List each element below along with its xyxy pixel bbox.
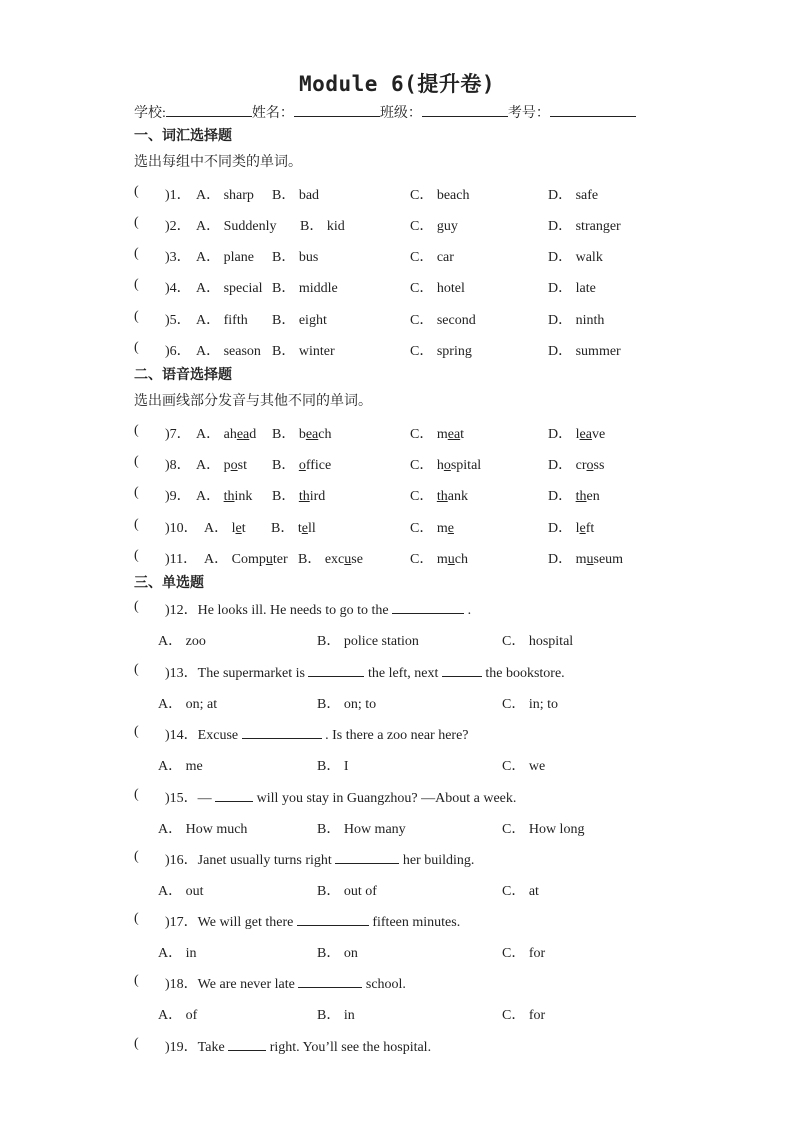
question-number: )3．	[165, 250, 191, 265]
underlined-letters: o	[298, 458, 306, 473]
question-stem	[165, 724, 469, 744]
underlined-letters: e	[579, 521, 586, 536]
option-text: ink	[234, 489, 253, 504]
option-text: B． b	[272, 427, 306, 442]
option-c: C． we	[502, 759, 546, 774]
question-number: )6．	[165, 344, 191, 359]
option-text: ve	[591, 427, 606, 442]
underlined-letters: ea	[305, 427, 319, 442]
option-text: ffice	[305, 458, 332, 473]
option-b: B． police station	[317, 634, 419, 649]
question-number: )2．	[165, 219, 191, 234]
answer-paren[interactable]: (	[134, 599, 139, 614]
option-a: A． season	[196, 344, 261, 359]
stem-text: —	[197, 791, 212, 806]
option-c: C． spring	[410, 344, 472, 359]
stem-text: will you stay in Guangzhou? —About a week.	[256, 791, 517, 806]
stem-text: Janet usually turns right	[197, 853, 332, 868]
answer-blank[interactable]	[298, 974, 362, 988]
stem-text: fifteen minutes.	[372, 915, 461, 930]
option-b: B． I	[317, 759, 349, 774]
option-c	[410, 485, 468, 505]
question-number: )15．	[165, 791, 198, 806]
option-b: B． eight	[272, 313, 327, 328]
option-d	[548, 485, 600, 505]
option-c: C． beach	[410, 188, 470, 203]
underlined-letters: e	[301, 521, 308, 536]
underlined-letters: u	[447, 552, 455, 567]
option-c: C． hospital	[502, 634, 574, 649]
option-b: B． out of	[317, 884, 377, 899]
option-text: D． m	[548, 552, 587, 567]
page-title: Module 6(提升卷)	[299, 72, 495, 96]
name-label: 姓名：	[251, 106, 294, 121]
option-d	[548, 454, 604, 474]
answer-blank[interactable]	[392, 600, 464, 614]
option-text: t	[460, 427, 465, 442]
question-number: )16．	[165, 853, 198, 868]
option-b: B． winter	[272, 344, 335, 359]
underlined-letters: o	[443, 458, 451, 473]
option-b: B． middle	[272, 281, 338, 296]
answer-paren[interactable]: (	[134, 1036, 139, 1051]
underlined-letters: th	[223, 489, 235, 504]
option-text: B． t	[271, 521, 302, 536]
stem-text: Excuse	[197, 728, 239, 743]
question-number: )14．	[165, 728, 198, 743]
option-c: C． How long	[502, 822, 585, 837]
answer-paren[interactable]: (	[134, 787, 139, 802]
stem-text: . Is there a zoo near here?	[325, 728, 469, 743]
option-b: B． bus	[272, 250, 319, 265]
exam-no-blank[interactable]	[550, 102, 636, 117]
option-a: A． zoo	[158, 634, 206, 649]
option-b	[298, 548, 363, 568]
option-text: ter	[272, 552, 288, 567]
option-d: D． safe	[548, 188, 599, 203]
question-number: )4．	[165, 281, 191, 296]
question-number: )13．	[165, 666, 198, 681]
option-text: spital	[450, 458, 482, 473]
stem-text: her building.	[402, 853, 475, 868]
question-stem	[165, 973, 406, 993]
answer-paren[interactable]: (	[134, 277, 139, 292]
option-text: A． p	[196, 458, 231, 473]
option-a	[196, 485, 252, 505]
answer-paren[interactable]: (	[134, 973, 139, 988]
stem-text: the bookstore.	[485, 666, 565, 681]
option-b: B． in	[317, 1008, 355, 1023]
option-b: B． bad	[272, 188, 320, 203]
option-a	[204, 548, 288, 568]
exam-no-label: 考号：	[507, 106, 550, 121]
school-blank[interactable]	[166, 102, 252, 117]
option-c: C． for	[502, 1008, 546, 1023]
option-text: A． ah	[196, 427, 237, 442]
stem-text: right. You’ll see the hospital.	[269, 1040, 432, 1055]
option-a: A． out	[158, 884, 204, 899]
underlined-letters: th	[298, 489, 310, 504]
question-stem	[165, 599, 471, 619]
stem-text: school.	[365, 977, 406, 992]
answer-paren[interactable]: (	[134, 849, 139, 864]
answer-paren[interactable]: (	[134, 246, 139, 261]
option-text: ch	[318, 427, 332, 442]
option-c	[410, 517, 454, 537]
answer-paren[interactable]: (	[134, 215, 139, 230]
question-number: )18．	[165, 977, 198, 992]
option-text: d	[249, 427, 257, 442]
option-text: en	[586, 489, 600, 504]
option-text: C． m	[410, 552, 448, 567]
option-a: A． on; at	[158, 697, 218, 712]
answer-blank[interactable]	[215, 788, 253, 802]
underlined-letters: o	[230, 458, 238, 473]
option-b	[272, 485, 325, 505]
underlined-letters: ea	[579, 427, 592, 442]
stem-text: We are never late	[197, 977, 295, 992]
answer-blank[interactable]	[335, 850, 399, 864]
question-stem	[165, 1036, 431, 1056]
stem-text: Take	[197, 1040, 225, 1055]
option-c	[410, 423, 464, 443]
answer-paren[interactable]: (	[134, 184, 139, 199]
option-a: A． sharp	[196, 188, 254, 203]
answer-paren[interactable]: (	[134, 548, 139, 563]
option-a	[204, 517, 246, 537]
answer-paren[interactable]: (	[134, 485, 139, 500]
section-instruction-phonetics: 选出画线部分发音与其他不同的单词。	[134, 393, 372, 409]
name-blank[interactable]	[294, 102, 380, 117]
option-d: D． ninth	[548, 313, 605, 328]
answer-paren[interactable]: (	[134, 911, 139, 926]
option-b	[271, 517, 316, 537]
stem-text: .	[467, 603, 472, 618]
option-d	[548, 423, 605, 443]
option-text: D． cr	[548, 458, 587, 473]
stem-text: We will get there	[197, 915, 294, 930]
option-text: ft	[585, 521, 595, 536]
underlined-letters: e	[447, 521, 454, 536]
option-d: D． walk	[548, 250, 603, 265]
section-instruction-vocabulary: 选出每组中不同类的单词。	[134, 154, 302, 170]
stem-text: He looks ill. He needs to go to the	[197, 603, 389, 618]
underlined-letters: th	[436, 489, 448, 504]
option-c	[410, 454, 481, 474]
option-a: A． fifth	[196, 313, 248, 328]
option-c: C． hotel	[410, 281, 465, 296]
option-text: B．	[272, 489, 299, 504]
option-text: C． h	[410, 458, 444, 473]
option-text: B． exc	[298, 552, 345, 567]
option-d: D． late	[548, 281, 596, 296]
student-info-line	[134, 102, 636, 122]
stem-text: The supermarket is	[197, 666, 305, 681]
answer-blank[interactable]	[242, 725, 322, 739]
option-b	[272, 454, 331, 474]
option-text: D． l	[548, 521, 580, 536]
answer-paren[interactable]: (	[134, 724, 139, 739]
option-c: C． guy	[410, 219, 458, 234]
option-text: ch	[454, 552, 468, 567]
question-number: )1．	[165, 188, 191, 203]
question-number: )8．	[165, 458, 191, 473]
option-text: t	[241, 521, 246, 536]
answer-blank[interactable]	[297, 912, 369, 926]
option-d	[548, 517, 594, 537]
option-c: C． second	[410, 313, 476, 328]
question-number: )5．	[165, 313, 191, 328]
answer-paren[interactable]: (	[134, 662, 139, 677]
question-number: )9．	[165, 489, 191, 504]
option-b: B． How many	[317, 822, 406, 837]
option-b: B． on	[317, 946, 358, 961]
option-text: C． m	[410, 521, 448, 536]
question-stem	[165, 911, 460, 931]
question-number: )11．	[165, 552, 198, 567]
section-heading-vocabulary: 一、词汇选择题	[134, 128, 232, 144]
underlined-letters: th	[575, 489, 587, 504]
underlined-letters: ea	[236, 427, 250, 442]
option-text: ank	[447, 489, 468, 504]
option-a: A． of	[158, 1008, 198, 1023]
section-heading-phonetics: 二、语音选择题	[134, 367, 232, 383]
question-number: )17．	[165, 915, 198, 930]
option-text: st	[237, 458, 247, 473]
underlined-letters: o	[586, 458, 594, 473]
answer-paren[interactable]: (	[134, 309, 139, 324]
option-b	[272, 423, 332, 443]
option-d: D． summer	[548, 344, 621, 359]
answer-paren[interactable]: (	[134, 454, 139, 469]
question-number: )19．	[165, 1040, 198, 1055]
option-a: A． plane	[196, 250, 254, 265]
stem-text: the left, next	[367, 666, 439, 681]
answer-paren[interactable]: (	[134, 423, 139, 438]
option-a: A． special	[196, 281, 263, 296]
option-c: C． for	[502, 946, 546, 961]
option-b: B． kid	[300, 219, 345, 234]
option-c: C． at	[502, 884, 539, 899]
underlined-letters: u	[265, 552, 273, 567]
underlined-letters: ea	[447, 427, 461, 442]
section-heading-single-choice: 三、单选题	[134, 575, 204, 591]
question-number: )10．	[165, 521, 198, 536]
option-a: A． Suddenly	[196, 219, 277, 234]
option-text: A． l	[204, 521, 236, 536]
option-a: A． me	[158, 759, 203, 774]
underlined-letters: u	[344, 552, 352, 567]
underlined-letters: e	[235, 521, 242, 536]
option-a: A． How much	[158, 822, 248, 837]
question-number: )12．	[165, 603, 198, 618]
option-a	[196, 454, 247, 474]
option-text: D．	[548, 489, 576, 504]
option-text: se	[351, 552, 363, 567]
class-blank[interactable]	[422, 102, 508, 117]
option-text: ird	[309, 489, 326, 504]
answer-blank[interactable]	[228, 1037, 266, 1051]
option-text: A． Comp	[204, 552, 266, 567]
question-stem	[165, 662, 565, 682]
option-c: C． in; to	[502, 697, 559, 712]
option-c: C． car	[410, 250, 454, 265]
option-text: ll	[307, 521, 316, 536]
underlined-letters: u	[586, 552, 594, 567]
option-b: B． on; to	[317, 697, 377, 712]
option-text: C．	[410, 489, 437, 504]
option-d: D． stranger	[548, 219, 621, 234]
answer-paren[interactable]: (	[134, 340, 139, 355]
school-label: 学校:	[134, 106, 166, 121]
option-text: D． l	[548, 427, 580, 442]
option-text: A．	[196, 489, 224, 504]
option-text: B．	[272, 458, 299, 473]
option-text: seum	[593, 552, 624, 567]
class-label: 班级：	[379, 106, 422, 121]
answer-blank[interactable]	[442, 663, 482, 677]
option-text: ss	[593, 458, 605, 473]
question-stem	[165, 787, 516, 807]
option-a: A． in	[158, 946, 197, 961]
option-a	[196, 423, 256, 443]
option-text: C． m	[410, 427, 448, 442]
option-d	[548, 548, 623, 568]
question-number: )7．	[165, 427, 191, 442]
answer-blank[interactable]	[308, 663, 364, 677]
answer-paren[interactable]: (	[134, 517, 139, 532]
question-stem	[165, 849, 474, 869]
option-c	[410, 548, 468, 568]
